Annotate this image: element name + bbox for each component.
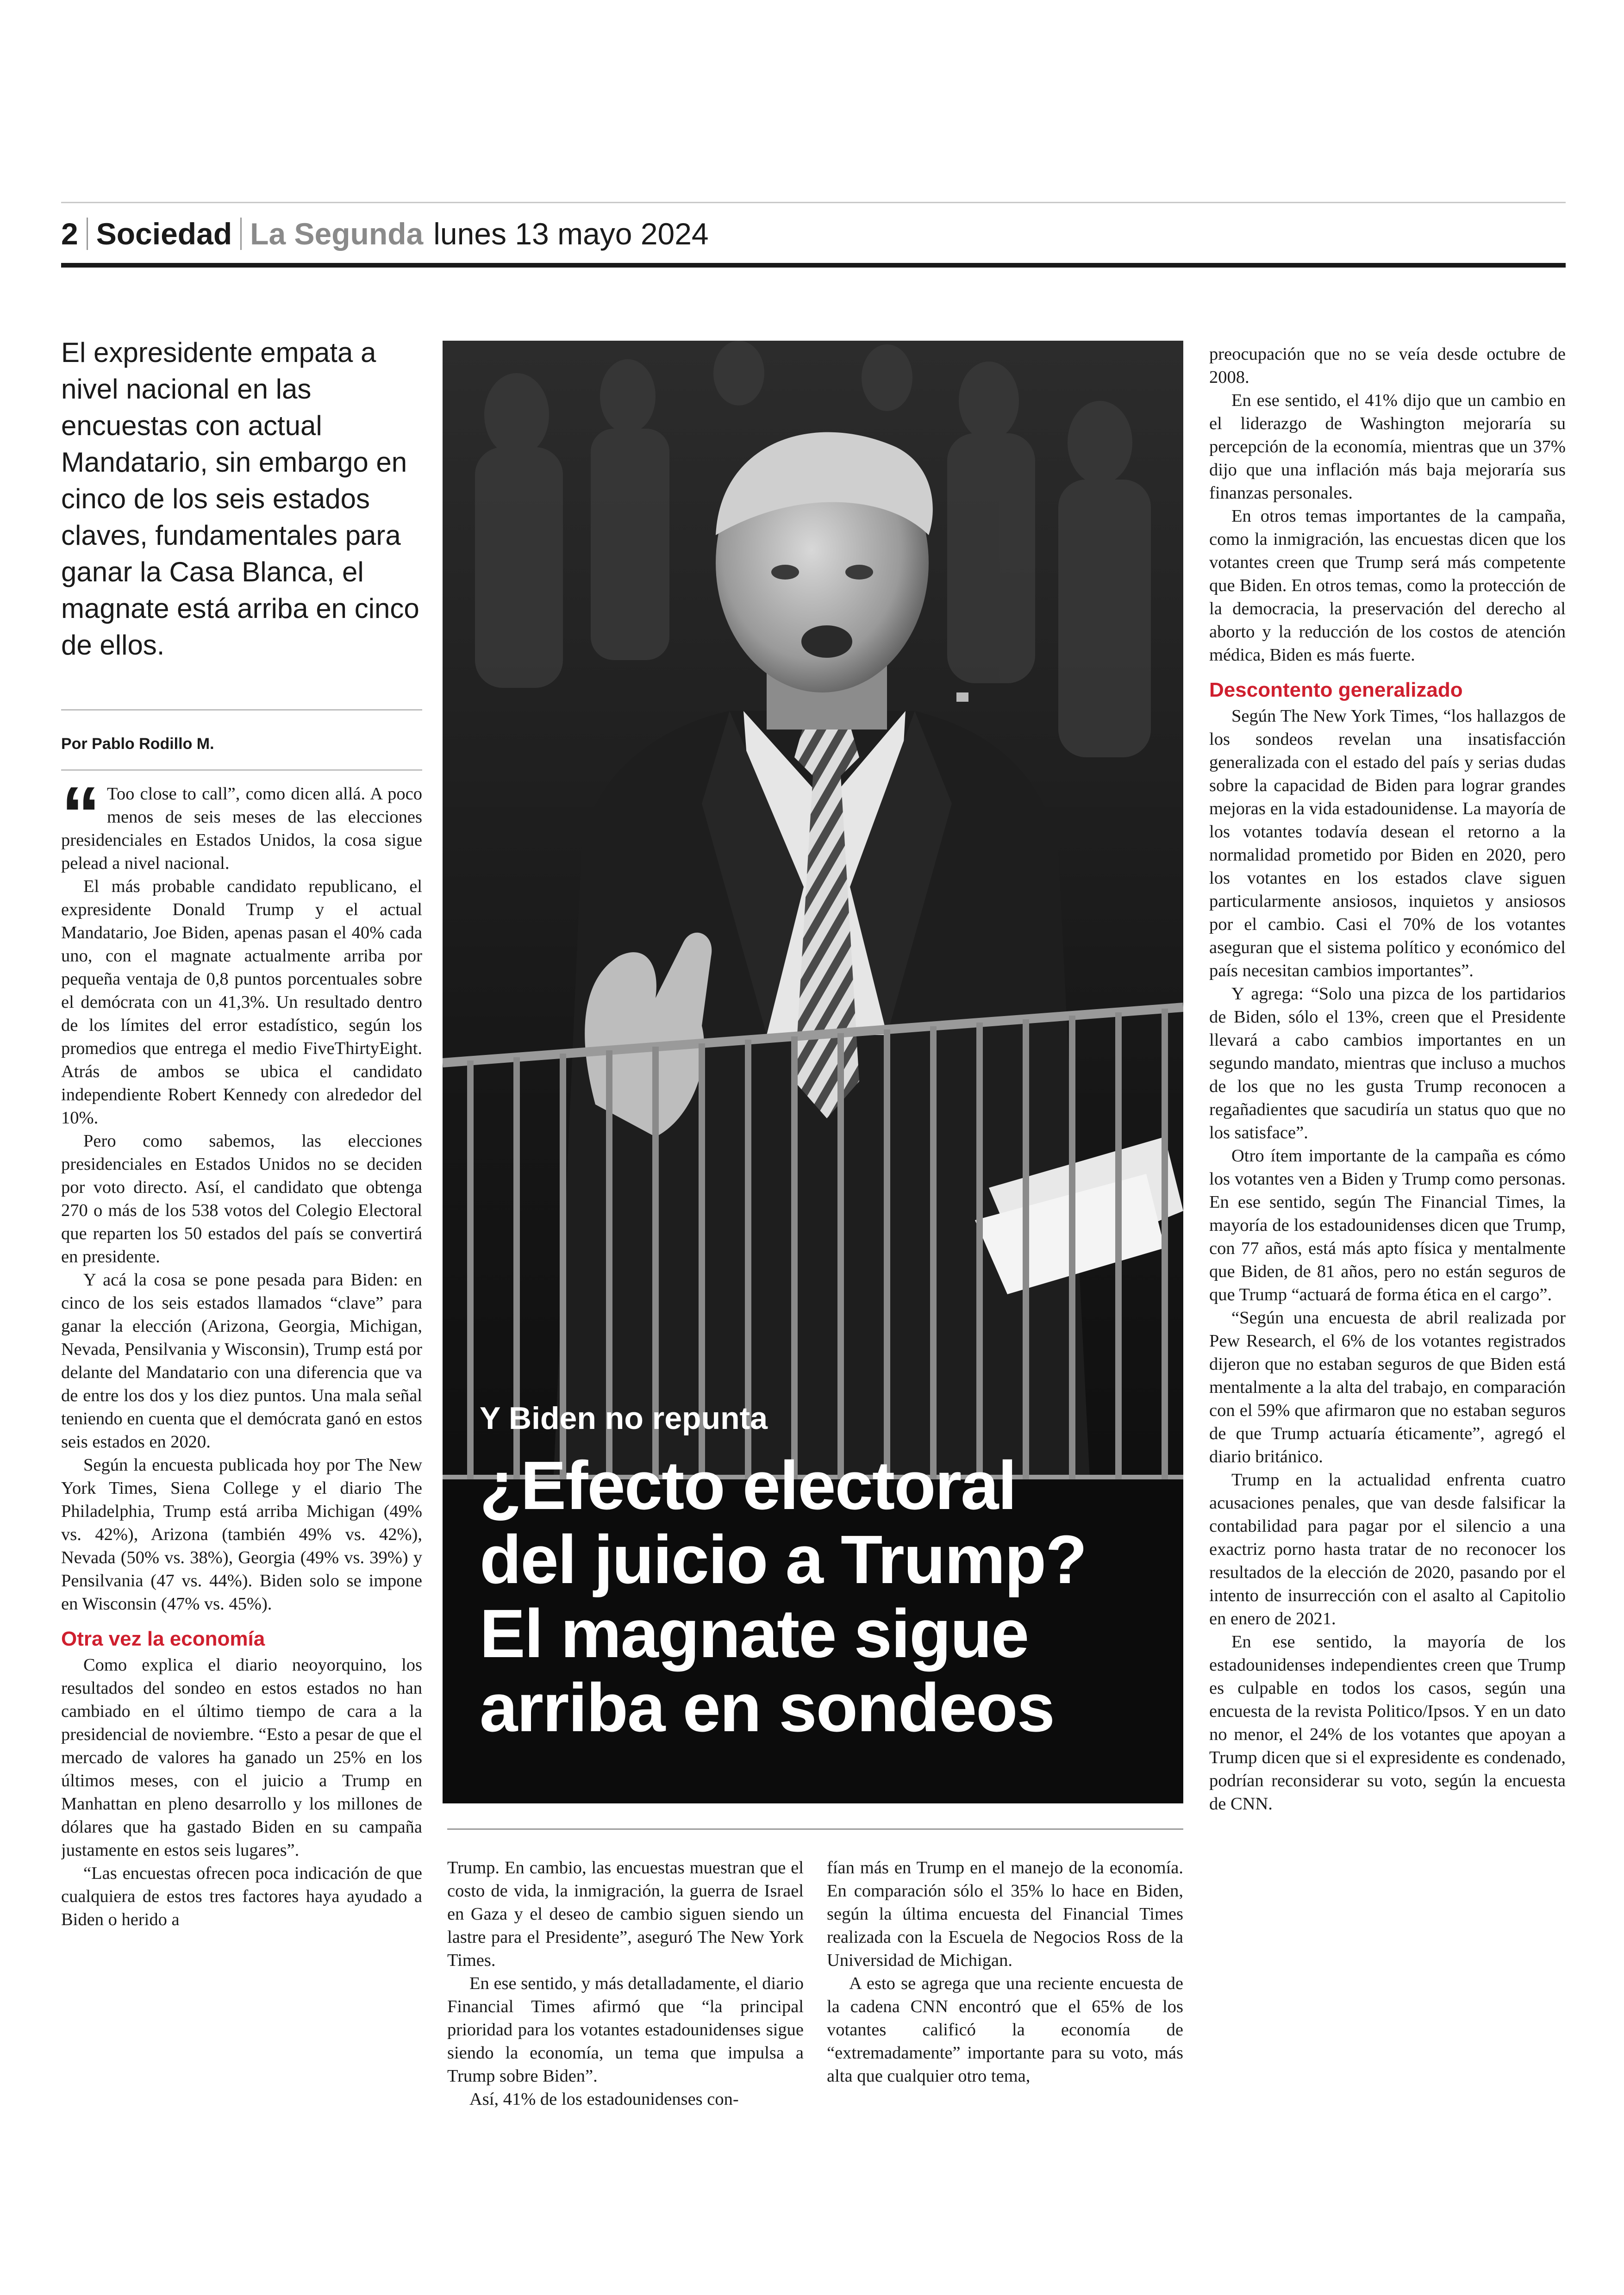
- body-paragraph: En ese sentido, el 41% dijo que un cambio en el liderazgo de Washington mejoraría su percepción de la economía, mientras que un 37% dijo que una inflación más baja mejoraría sus finanzas personales.: [1209, 391, 1566, 503]
- headline-line: El magnate sigue: [480, 1596, 1029, 1672]
- photo-divider: [447, 1828, 1183, 1830]
- body-paragraph: Según la encuesta publicada hoy por The New York Times, Siena College y el diario The Philadelphia, Trump está arriba Michigan (49% vs. 42%), Arizona (también 49% vs. 42%), Nevada (50% vs. 38%), Georgia (49% vs. 39%) y Pensilvania (47 vs. 44%). Biden solo se impone en Wisconsin (47% vs. 45%).: [61, 1455, 422, 1614]
- body-paragraph: Así, 41% de los estadounidenses con-: [469, 2089, 739, 2109]
- subhead: Descontento generalizado: [1209, 679, 1463, 701]
- body-paragraph: Otro ítem importante de la campaña es cómo los votantes ven a Biden y Trump como personas. En ese sentido, según The Financial Times, la mayoría de los estadounidenses dicen que Trump, con 77 años, está más apto física y mentalmente que Biden, de 81 años, pero no están seguros de que Trump “actuará de forma ética en el cargo”.: [1209, 1146, 1566, 1304]
- body-paragraph: Y acá la cosa se pone pesada para Biden: en cinco de los seis estados llamados “clave” para ganar la elección (Arizona, Georgia, Michigan, Nevada, Pensilvania y Wisconsin), Trump está por delante del Mandatario con una diferencia que va de entre los dos y los diez puntos. Una mala señal teniendo en cuenta que el demócrata ganó en estos seis estados en 2020.: [61, 1270, 422, 1452]
- header-bottom-rule: [61, 263, 1566, 268]
- article-column-4: [1209, 343, 1566, 2143]
- section-name: Sociedad: [96, 217, 232, 251]
- newspaper-name: La Segunda: [250, 217, 424, 251]
- body-paragraph: Pero como sabemos, las elecciones presidenciales en Estados Unidos no se deciden por voto directo. Así, el candidato que obtenga 270 o más de los 538 votos del Colegio Electoral que reparten los 50 estados del país se convertirá en presidente.: [61, 1131, 422, 1266]
- article-deck: El expresidente empata a nivel nacional en las encuestas con actual Mandatario, sin embargo en cinco de los seis estados claves, fundamentales para ganar la Casa Blanca, el magnate está arriba en cinco de ellos.: [61, 337, 419, 661]
- body-paragraph: A esto se agrega que una reciente encuesta de la cadena CNN encontró que el 65% de los votantes calificó la economía de “extremadamente” importante para su voto, más alta que cualquier otro tema,: [827, 1974, 1183, 2086]
- header-divider: [87, 218, 88, 250]
- headline-line: arriba en sondeos: [480, 1670, 1054, 1746]
- issue-date: lunes 13 mayo 2024: [433, 217, 709, 251]
- body-paragraph: En ese sentido, la mayoría de los estadounidenses independientes creen que Trump es culpable en todos los casos, según una encuesta de la revista Politico/Ipsos. Y en un dato no menor, el 24% de los votantes que apoyan a Trump dicen que si el expresidente es condenado, podrían reconsiderar su voto, según la encuesta de CNN.: [1209, 1632, 1566, 1814]
- article-column-2: [447, 1856, 804, 2143]
- headline-line: del juicio a Trump?: [480, 1522, 1087, 1598]
- body-paragraph: Según The New York Times, “los hallazgos de los sondeos revelan una insatisfacción generalizada con el estado del país y serias dudas sobre la capacidad de Biden para lograr grandes mejoras en la vida estadounidense. La mayoría de los votantes todavía desean el retorno a la normalidad prometido por Biden en 2020, pero los votantes en los estados clave siguen particularmente ansiosos, inquietos y ansiosos por el cambio. Casi el 70% de los votantes aseguran que el sistema político y económico del país necesitan cambios importantes”.: [1209, 706, 1566, 980]
- body-paragraph: Como explica el diario neoyorquino, los resultados del sondeo en estos estados no han cambiado en el último tiempo de cara a la presidencial de noviembre. “Esto a pesar de que el mercado de valores ha ganado un 25% en los últimos meses, con el juicio a Trump en Manhattan en pleno desarrollo y los millones de dólares que ha gastado Biden en su campaña justamente en estos seis lugares”.: [61, 1655, 422, 1860]
- header-divider: [240, 218, 242, 250]
- body-paragraph: El más probable candidato republicano, el expresidente Donald Trump y el actual Mandatario, Joe Biden, apenas pasan el 40% cada uno, con el magnate actualmente arriba por pequeña ventaja de 0,8 puntos porcentuales sobre el demócrata con un 41,3%. Un resultado dentro de los límites del error estadístico, según los promedios que entrega el medio FiveThirtyEight. Atrás de ambos se ubica el candidato independiente Robert Kennedy con alrededor del 10%.: [61, 877, 422, 1128]
- photo-kicker: Y Biden no repunta: [480, 1401, 768, 1436]
- article-column-1: [61, 782, 422, 2143]
- body-paragraph: “Según una encuesta de abril realizada por Pew Research, el 6% de los votantes registrados dijeron que no estaban seguros de que Biden está mentalmente a la alta del trabajo, en comparación con el 59% que afirmaron que no estaban seguros de que Trump actuaría éticamente”, agregó el diario británico.: [1209, 1308, 1566, 1466]
- article-headline: [480, 1449, 1165, 1745]
- body-paragraph: fían más en Trump en el manejo de la economía. En comparación sólo el 35% lo hace en Biden, según la última encuesta del Financial Times realizada con la Escuela de Negocios Ross de la Universidad de Michigan.: [827, 1858, 1183, 1970]
- lead-text: Too close to call”, como dicen allá. A poco menos de seis meses de las elecciones presidenciales en Estados Unidos, la cosa sigue pelead a nivel nacional.: [61, 784, 422, 873]
- article-column-3: [827, 1856, 1183, 2143]
- body-paragraph: En otros temas importantes de la campaña, como la inmigración, las encuestas dicen que los votantes creen que Trump será más competente que Biden. En otros temas, como la protección de la democracia, la preservación del derecho al aborto y la reducción de los costos de atención médica, Biden es más fuerte.: [1209, 506, 1566, 665]
- quote-mark-icon: “: [61, 782, 100, 859]
- header-top-rule: [61, 202, 1566, 203]
- subhead: Otra vez la economía: [61, 1628, 265, 1650]
- headline-line: ¿Efecto electoral: [480, 1447, 1016, 1524]
- lead-paragraph: [61, 782, 422, 875]
- body-paragraph: “Las encuestas ofrecen poca indicación de que cualquiera de estos tres factores haya ayudado a Biden o herido a: [61, 1864, 422, 1929]
- body-paragraph: Y agrega: “Solo una pizca de los partidarios de Biden, sólo el 13%, creen que el Presidente llevará a cabo cambios importantes en un segundo mandato, mientras que incluso a muchos de los que no les gusta Trump reconocen a regañadientes que sacudiría un status quo que no los satisface”.: [1209, 984, 1566, 1142]
- page-header: [61, 208, 709, 259]
- byline-rule: [61, 769, 422, 771]
- body-paragraph: En ese sentido, y más detalladamente, el diario Financial Times afirmó que “la principal prioridad para los votantes estadounidenses sigue siendo la economía, un tema que impulsa a Trump sobre Biden”.: [447, 1974, 804, 2086]
- byline: Por Pablo Rodillo M.: [61, 735, 214, 753]
- body-paragraph: Trump. En cambio, las encuestas muestran que el costo de vida, la inmigración, la guerra de Israel en Gaza y el deseo de cambio siguen siendo un lastre para el Presidente”, aseguró The New York Times.: [447, 1858, 804, 1970]
- body-paragraph: Trump en la actualidad enfrenta cuatro acusaciones penales, que van desde falsificar la contabilidad para pagar por el silencio a una exactriz porno hasta tratar de no reconocer los resultados de la elección de 2020, pasando por el intento de insurrección con el asalto al Capitolio en enero de 2021.: [1209, 1470, 1566, 1628]
- body-paragraph: preocupación que no se veía desde octubre de 2008.: [1209, 344, 1566, 387]
- page-number: 2: [61, 217, 78, 251]
- byline-rule: [61, 709, 422, 711]
